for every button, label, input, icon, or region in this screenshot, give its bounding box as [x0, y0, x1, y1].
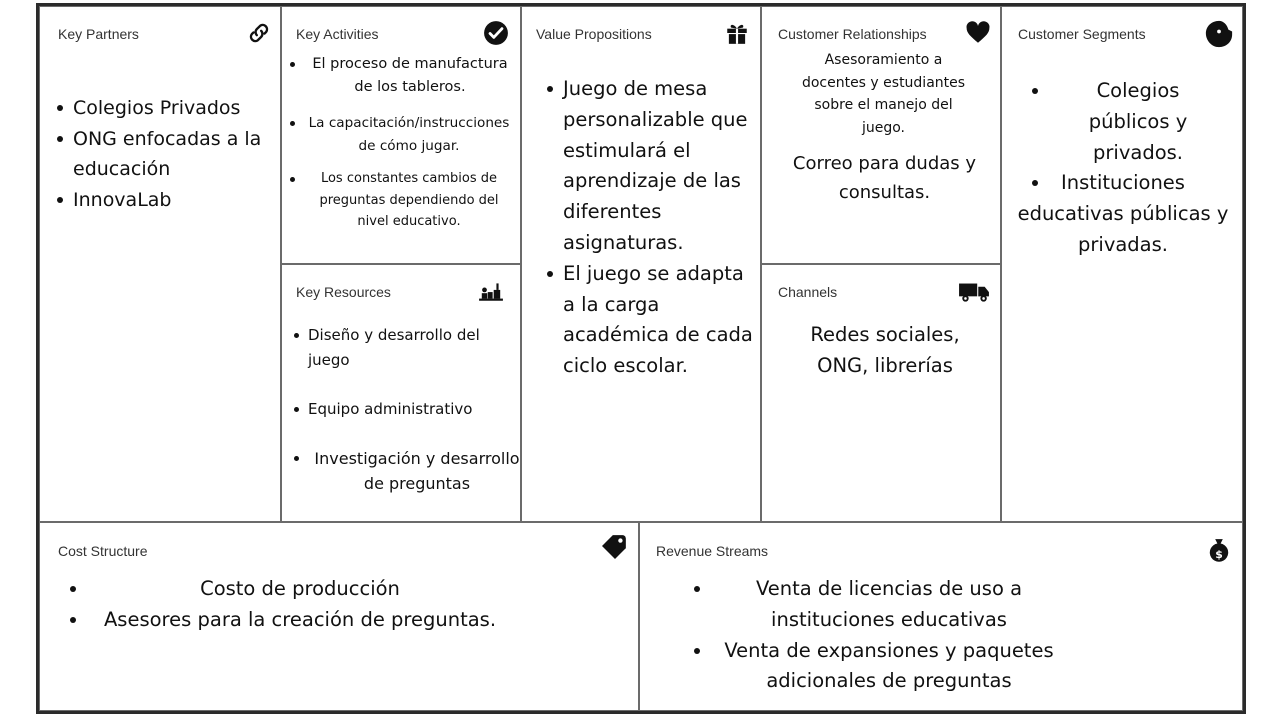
check-circle-icon — [483, 20, 509, 46]
list-item: El proceso de manufactura de los tableros. — [288, 53, 518, 99]
business-model-canvas — [36, 3, 1246, 714]
customer-segments-block — [1001, 6, 1243, 522]
gift-icon — [724, 20, 750, 46]
tag-icon — [602, 533, 628, 559]
key-resources-list — [290, 323, 520, 496]
list-item: Diseño y desarrollo del juego — [290, 323, 520, 373]
list-item: El juego se adapta a la carga académica de cada ciclo escolar. — [544, 259, 758, 382]
customer-relationships-text-1: Asesoramiento a docentes y estudiantes sobre el manejo del juego. — [801, 52, 966, 136]
customer-segments-title: Customer Segments — [1018, 26, 1146, 42]
list-item: Colegios Privados — [54, 93, 276, 124]
cost-structure-title: Cost Structure — [58, 543, 148, 559]
list-item: Venta de licencias de uso a instituciones educativas — [692, 574, 1072, 636]
list-item: InnovaLab — [54, 185, 276, 216]
customer-relationships-title: Customer Relationships — [778, 26, 927, 42]
list-item: Juego de mesa personalizable que estimulará el aprendizaje de las diferentes asignaturas. — [544, 74, 758, 259]
channels-text: Redes sociales, ONG, librerías — [810, 323, 960, 377]
value-propositions-block — [521, 6, 761, 522]
list-item: Investigación y desarrollo de preguntas — [290, 446, 520, 496]
list-item: Asesores para la creación de preguntas. — [68, 605, 518, 636]
head-icon — [1204, 19, 1234, 49]
truck-icon — [958, 278, 990, 304]
customer-relationships-block — [761, 6, 1001, 264]
link-icon — [246, 20, 272, 46]
key-activities-title: Key Activities — [296, 26, 379, 42]
money-bag-icon — [1206, 537, 1232, 563]
customer-relationships-text-2: Correo para dudas y consultas. — [792, 153, 977, 203]
list-item: ONG enfocadas a la educación — [54, 124, 276, 185]
key-activities-list — [288, 53, 518, 233]
svg-text:$: $ — [1215, 548, 1223, 562]
channels-title: Channels — [778, 284, 838, 300]
revenue-streams-title: Revenue Streams — [656, 543, 769, 559]
list-item: Instituciones educativas públicas y privadas. — [1008, 168, 1238, 260]
value-propositions-list — [544, 74, 758, 382]
key-partners-list — [54, 93, 276, 215]
list-item: Venta de expansiones y paquetes adicionales de preguntas — [692, 636, 1072, 698]
list-item: Costo de producción — [68, 574, 518, 605]
key-activities-block — [281, 6, 521, 264]
key-resources-block — [281, 264, 521, 522]
revenue-streams-list — [692, 574, 1072, 697]
value-propositions-title: Value Propositions — [536, 26, 652, 42]
factory-icon — [478, 278, 504, 304]
revenue-streams-block — [639, 522, 1243, 711]
list-item: Colegios públicos y privados. — [1008, 76, 1238, 168]
heart-icon — [965, 20, 991, 46]
key-partners-title: Key Partners — [58, 26, 139, 42]
list-item: Los constantes cambios de preguntas dependiendo del nivel educativo. — [288, 168, 518, 233]
key-resources-title: Key Resources — [296, 284, 391, 300]
cost-structure-list — [68, 574, 518, 636]
list-item: La capacitación/instrucciones de cómo jugar. — [288, 112, 518, 158]
cost-structure-block — [39, 522, 639, 711]
list-item: Equipo administrativo — [290, 397, 520, 422]
channels-block — [761, 264, 1001, 522]
key-partners-block — [39, 6, 281, 522]
customer-segments-list — [1008, 76, 1238, 261]
